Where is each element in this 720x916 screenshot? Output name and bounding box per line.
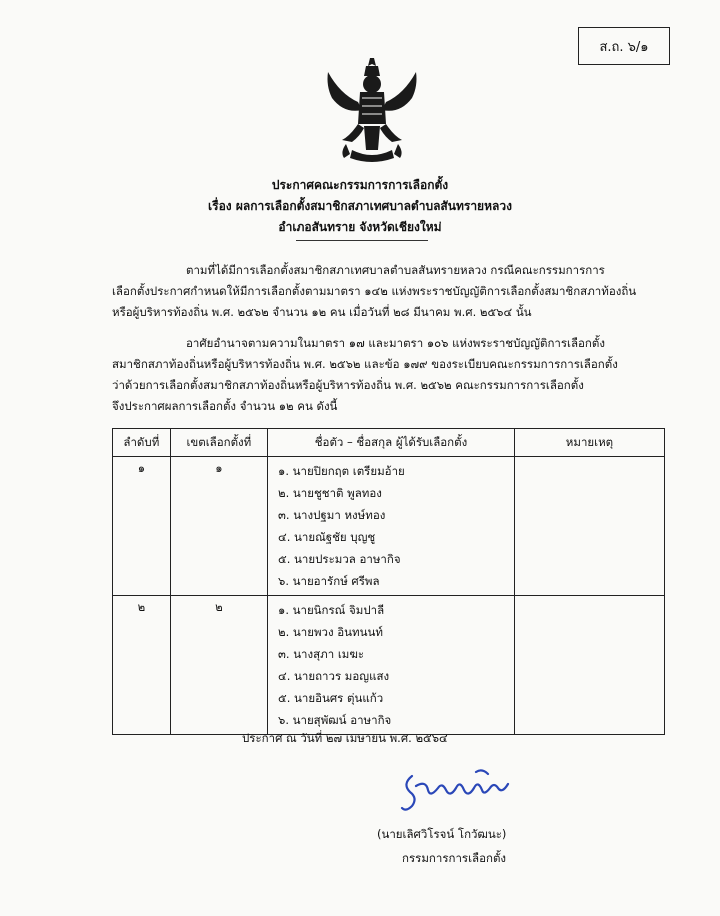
elected-name: ๔. นายณัฐชัย บุญชู bbox=[278, 530, 376, 544]
announcement-title: ประกาศคณะกรรมการการเลือกตั้ง bbox=[271, 178, 449, 192]
elected-name: ๔. นายถาวร มอญแสง bbox=[278, 669, 390, 683]
table-row bbox=[113, 457, 665, 596]
elected-name: ๒. นายพวง อินทนนท์ bbox=[278, 625, 383, 639]
garuda-emblem-icon bbox=[322, 54, 422, 166]
paragraph-1-line-2: เลือกตั้งประกาศกำหนดให้มีการเลือกตั้งตามมาตรา ๑๔๒ แห่งพระราชบัญญัติการเลือกตั้งสมาชิกสภาท้องถิ่น bbox=[112, 284, 637, 298]
header-district: เขตเลือกตั้งที่ bbox=[170, 429, 267, 457]
paragraph-1-line-3: หรือผู้บริหารท้องถิ่น พ.ศ. ๒๕๖๒ จำนวน ๑๒ คน เมื่อวันที่ ๒๘ มีนาคม พ.ศ. ๒๕๖๔ นั้น bbox=[112, 305, 532, 319]
elected-name: ๓. นางปฐมา หงษ์ทอง bbox=[278, 508, 386, 522]
row-order: ๒ bbox=[113, 596, 171, 735]
form-code-box: ส.ถ. ๖/๑ bbox=[578, 27, 670, 65]
header-names: ชื่อตัว – ชื่อสกุล ผู้ได้รับเลือกตั้ง bbox=[268, 429, 515, 457]
header-order: ลำดับที่ bbox=[113, 429, 171, 457]
row-district: ๑ bbox=[170, 457, 267, 596]
row-remark bbox=[514, 596, 664, 735]
signer-title: กรรมการการเลือกตั้ง bbox=[402, 851, 507, 865]
elected-name: ๕. นายประมวล อาษากิจ bbox=[278, 552, 401, 566]
header-remarks: หมายเหตุ bbox=[514, 429, 664, 457]
table-header-row bbox=[113, 429, 665, 457]
row-elected-names bbox=[268, 596, 515, 735]
elected-name: ๓. นางสุภา เมฆะ bbox=[278, 647, 365, 661]
elected-name: ๕. นายอินศร ตุ่นแก้ว bbox=[278, 691, 384, 705]
announcement-location: อำเภอสันทราย จังหวัดเชียงใหม่ bbox=[278, 220, 442, 234]
elected-name: ๖. นายสุพัฒน์ อาษากิจ bbox=[278, 713, 392, 727]
row-district: ๒ bbox=[170, 596, 267, 735]
elected-name: ๑. นายปิยกฤต เตรียมอ้าย bbox=[278, 464, 405, 478]
elected-name: ๒. นายชูชาติ พูลทอง bbox=[278, 486, 382, 500]
paragraph-2-line-1: อาศัยอำนาจตามความในมาตรา ๑๗ และมาตรา ๑๐๖ แห่งพระราชบัญญัติการเลือกตั้ง bbox=[186, 336, 605, 350]
row-order: ๑ bbox=[113, 457, 171, 596]
results-table bbox=[112, 428, 665, 735]
title-underline bbox=[296, 240, 428, 241]
row-elected-names bbox=[268, 457, 515, 596]
announcement-date: ประกาศ ณ วันที่ ๒๗ เมษายน พ.ศ. ๒๕๖๔ bbox=[242, 731, 448, 745]
elected-name: ๑. นายนิกรณ์ จิมปาลี bbox=[278, 603, 385, 617]
signer-name: (นายเลิศวิโรจน์ โกวัฒนะ) bbox=[377, 827, 507, 841]
signature-image bbox=[398, 762, 514, 814]
table-row bbox=[113, 596, 665, 735]
elected-name: ๖. นายอารักษ์ ศรีพล bbox=[278, 574, 380, 588]
paragraph-2-line-4: จึงประกาศผลการเลือกตั้ง จำนวน ๑๒ คน ดังนี้ bbox=[112, 399, 338, 413]
paragraph-2-line-3: ว่าด้วยการเลือกตั้งสมาชิกสภาท้องถิ่นหรือผู้บริหารท้องถิ่น พ.ศ. ๒๕๖๒ คณะกรรมการการเลือกตั้ง bbox=[112, 378, 584, 392]
announcement-subject: เรื่อง ผลการเลือกตั้งสมาชิกสภาเทศบาลตำบลสันทรายหลวง bbox=[208, 199, 512, 213]
paragraph-2-line-2: สมาชิกสภาท้องถิ่นหรือผู้บริหารท้องถิ่น พ.ศ. ๒๕๖๒ และข้อ ๑๗๙ ของระเบียบคณะกรรมการการเลือกตั้ง bbox=[112, 357, 618, 371]
paragraph-1-line-1: ตามที่ได้มีการเลือกตั้งสมาชิกสภาเทศบาลตำบลสันทรายหลวง กรณีคณะกรรมการการ bbox=[186, 263, 605, 277]
row-remark bbox=[514, 457, 664, 596]
